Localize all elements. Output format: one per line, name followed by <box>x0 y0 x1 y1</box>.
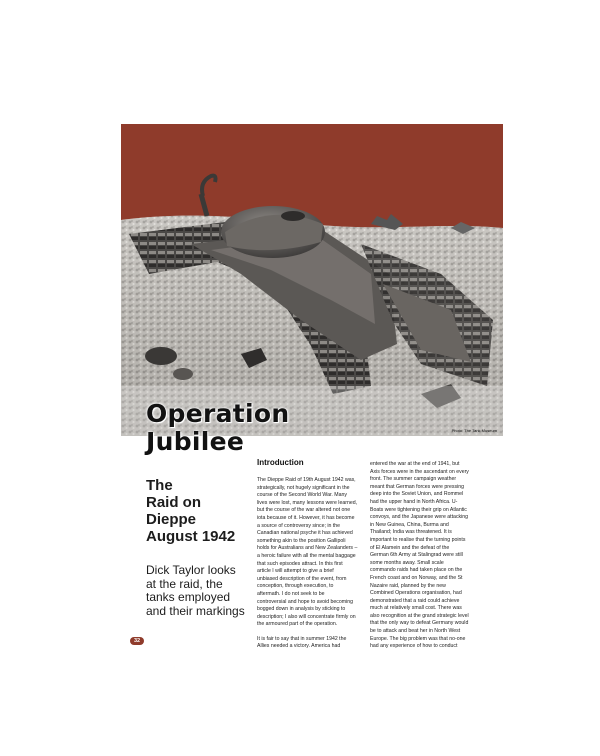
section-heading: Introduction <box>257 458 304 467</box>
text-line: commando raids had taken place on the <box>370 567 463 574</box>
text-line: important to realise that the turning points <box>370 536 466 543</box>
text-line: something akin to the position Gallipoli <box>257 537 346 544</box>
text-line: controversial and hope to avoid becoming <box>257 598 354 605</box>
text-line: some months away. Small scale <box>370 559 444 566</box>
text-line: Allies needed a victory. America had <box>257 643 341 650</box>
photo-credit: Photo: The Tank Museum <box>451 428 497 433</box>
text-line: course of the Second World War. Many <box>257 492 347 499</box>
text-line: but the course of the war altered not one <box>257 507 351 514</box>
text-line: iota because of it. However, it has become <box>257 514 355 521</box>
title-line-1: Operation <box>146 399 290 428</box>
text-line: demonstrated that a raid could achieve <box>370 597 460 604</box>
text-line: meant that German forces were pressing <box>370 483 464 490</box>
paragraph <box>257 477 367 629</box>
text-line: front. The summer campaign weather <box>370 476 457 483</box>
text-line: entered the war at the end of 1941, but <box>370 461 460 467</box>
text-line: had any experience of how to conduct <box>370 643 458 650</box>
text-line: convoys, and the Japanese were attacking <box>370 514 469 521</box>
standfirst-line: and their markings <box>146 603 245 618</box>
text-line: be to attack and beat her in North West <box>370 628 461 635</box>
text-line: the armoured part of the operation. <box>257 621 338 628</box>
text-line: German 6th Army at Stalingrad were still <box>370 552 463 559</box>
text-line: had the upper hand in North Africa. U- <box>370 498 458 505</box>
text-line: of El Alamein and the defeat of the <box>370 544 450 551</box>
text-line: It is fair to say that in summer 1942 the <box>257 635 347 642</box>
hero-photo <box>121 124 503 436</box>
article-title <box>146 400 290 456</box>
text-line: Canadian national psyche it has achieved <box>257 530 353 537</box>
text-line: description; I also will concentrate firmly on <box>257 613 356 620</box>
tank-wreck-photo <box>121 124 503 436</box>
standfirst-line: tanks employed <box>146 590 231 604</box>
text-line: Europe. The big problem was that no-one <box>370 635 466 642</box>
text-line: article I will attempt to give a brief <box>257 568 334 575</box>
standfirst-line: at the raid, the <box>146 576 223 591</box>
standfirst-line: Dick Taylor looks <box>146 563 236 577</box>
text-line: French coast and on Norway, and the St <box>370 574 463 581</box>
text-line: a source of controversy since; in the <box>257 522 341 529</box>
article-subtitle <box>146 477 256 545</box>
text-line: Combined Operations organisation, had <box>370 590 462 597</box>
subtitle-line: Dieppe <box>146 511 197 528</box>
text-line: in New Guinea, China, Burma and <box>370 521 449 528</box>
article-standfirst <box>146 564 260 618</box>
text-line: unbiased description of the event, from <box>257 575 347 582</box>
text-line: Axis forces were in the ascendant on every <box>370 468 469 475</box>
text-line: a heroic failure with all the mental baggage <box>257 552 356 559</box>
text-line: deep into the Soviet Union, and Rommel <box>370 491 464 498</box>
text-line: lives were lost, many lessons were learned, <box>257 499 358 506</box>
text-line: that the only way to defeat Germany would <box>370 620 469 627</box>
subtitle-line: The <box>146 477 173 494</box>
subtitle-line: Raid on <box>146 494 201 511</box>
text-line: bogged down in analysis by sticking to <box>257 606 346 613</box>
text-line: holds for Australians and New Zealanders – <box>257 545 358 552</box>
body-column-2 <box>370 461 481 658</box>
text-line: strategically, not hugely significant in the <box>257 484 350 491</box>
text-line: much at relatively small cost. There was <box>370 605 462 612</box>
paragraph <box>370 461 481 651</box>
body-column-1 <box>257 458 367 658</box>
title-line-2: Jubilee <box>146 427 245 456</box>
text-line: Thailand; India was threatened. It is <box>370 529 452 536</box>
text-line: Nazaire raid, planned by the new <box>370 582 446 589</box>
subtitle-line: August 1942 <box>146 528 236 545</box>
page-number: 32 <box>130 637 144 645</box>
text-line: aftermath. I do not seek to be <box>257 590 325 597</box>
text-line: also recognition at the grand strategic level <box>370 612 469 619</box>
text-line: that such episodes attract. In this first <box>257 560 343 567</box>
text-line: The Dieppe Raid of 19th August 1942 was, <box>257 477 356 483</box>
text-line: Boats were tightening their grip on Atlantic <box>370 506 467 513</box>
text-line: conception, through execution, to <box>257 583 334 590</box>
paragraph <box>257 636 367 651</box>
